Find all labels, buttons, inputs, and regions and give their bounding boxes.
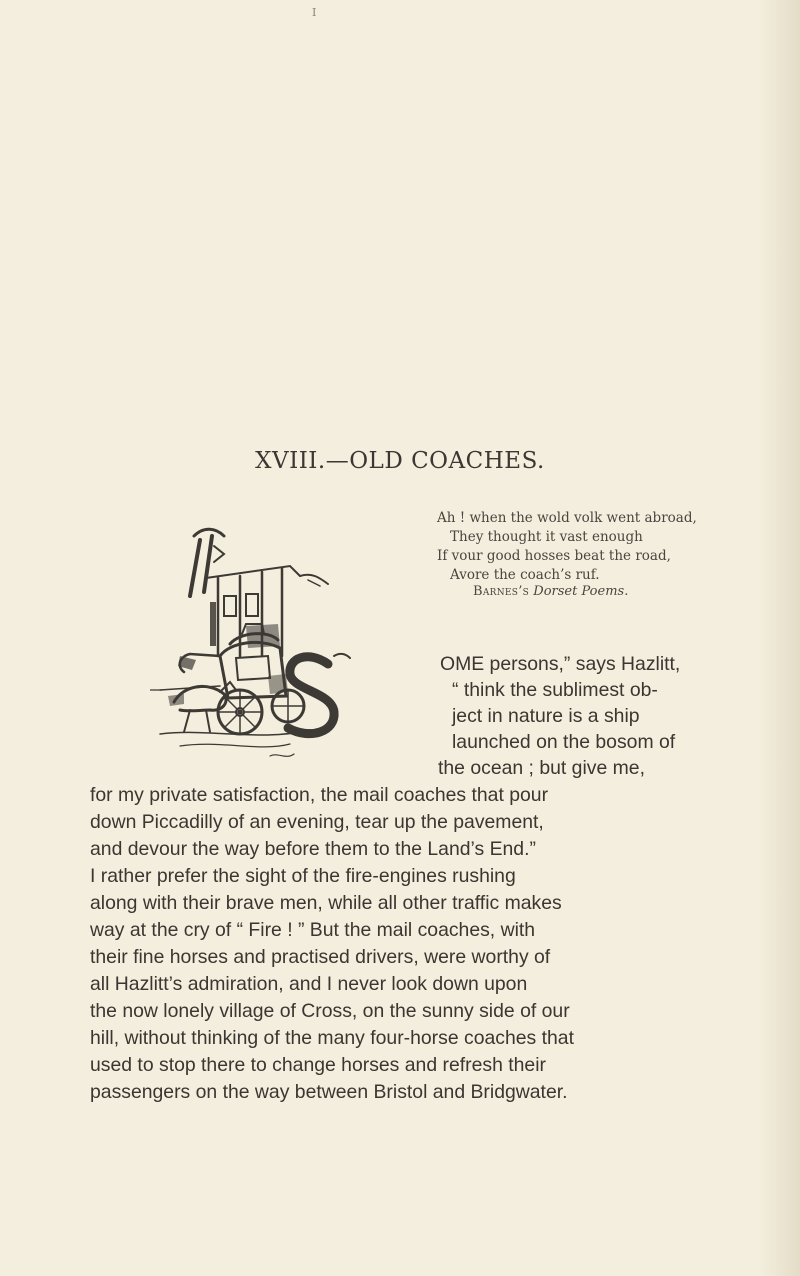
body-line: way at the cry of “ Fire ! ” But the mail coaches, with	[90, 919, 536, 941]
attribution-author: Barnes’s	[473, 584, 530, 599]
page-mark: I	[312, 6, 317, 19]
epigraph	[437, 509, 767, 585]
epigraph-line: They thought it vast enough	[450, 529, 643, 545]
body-line: for my private satisfaction, the mail coaches that pour	[90, 784, 549, 806]
epigraph-line: If vour good hosses beat the road,	[437, 548, 671, 564]
body-line: the now lonely village of Cross, on the sunny side of our	[90, 1000, 570, 1022]
body-line: along with their brave men, while all other traffic makes	[90, 892, 562, 914]
body-line: and devour the way before them to the Land’s End.”	[90, 838, 536, 860]
body-line: used to stop there to change horses and refresh their	[90, 1054, 546, 1076]
epigraph-attribution	[473, 584, 628, 599]
body-line: all Hazlitt’s admiration, and I never look down upon	[90, 973, 528, 995]
epigraph-line: Ah ! when the wold volk went abroad,	[437, 510, 697, 526]
body-line: hill, without thinking of the many four-horse coaches that	[90, 1027, 574, 1049]
page-edge-shadow	[760, 0, 800, 1276]
epigraph-line: Avore the coach’s ruf.	[450, 567, 600, 583]
body-line: the ocean ; but give me,	[438, 757, 645, 779]
body-line: passengers on the way between Bristol and Bridgwater.	[90, 1081, 568, 1103]
body-line: ject in nature is a ship	[452, 705, 640, 727]
chapter-title: XVIII.—OLD COACHES.	[255, 448, 545, 474]
body-line: “ think the sublimest ob-	[452, 679, 658, 701]
attribution-work: Dorset Poems.	[533, 584, 629, 599]
stagecoach-drop-cap-illustration	[150, 506, 430, 776]
body-line: their fine horses and practised drivers, were worthy of	[90, 946, 551, 968]
body-line: OME persons,” says Hazlitt,	[440, 653, 681, 675]
body-line: down Piccadilly of an evening, tear up the pavement,	[90, 811, 544, 833]
body-line: I rather prefer the sight of the fire-engines rushing	[90, 865, 516, 887]
body-line: launched on the bosom of	[452, 731, 676, 753]
